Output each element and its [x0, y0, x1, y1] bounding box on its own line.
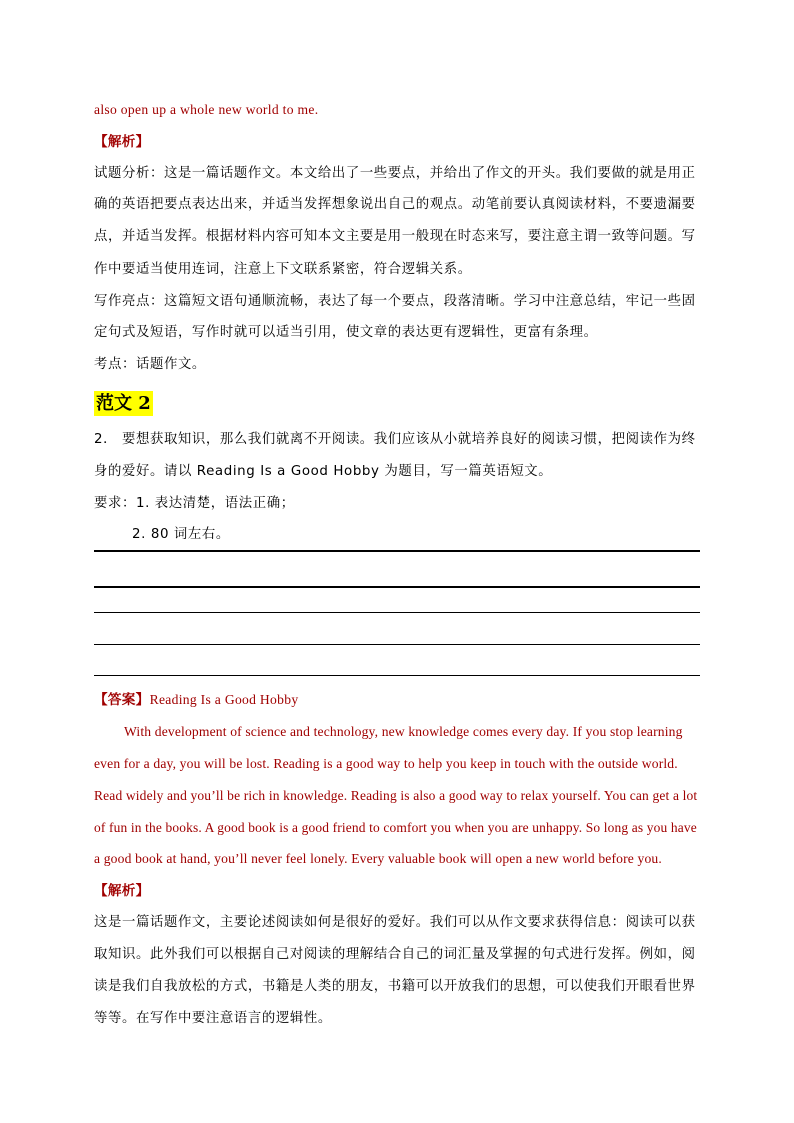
writing-line	[94, 612, 700, 613]
essay-line: a good book at hand, you’ll never feel lonely. Every valuable book will open a new world before you.	[94, 851, 662, 866]
answer-header	[94, 690, 700, 710]
section-heading: 范文 2	[96, 393, 151, 414]
analysis-line: 定句式及短语，写作时就可以适当引用，使文章的表达更有逻辑性，更富有条理。	[94, 325, 598, 340]
analysis-line: 确的英语把要点表达出来，并适当发挥想象说出自己的观点。动笔前要认真阅读材料，不要遗漏要	[94, 197, 696, 212]
analysis-line: 读是我们自我放松的方式，书籍是人类的朋友，书籍可以开放我们的思想，可以使我们开眼看世界	[94, 979, 696, 994]
answer-title: Reading Is a Good Hobby	[149, 692, 299, 707]
writing-line	[94, 550, 700, 552]
analysis-line: 作中要适当使用连词，注意上下文联系紧密，符合逻辑关系。	[94, 262, 472, 277]
question-line: 身的爱好。请以 Reading Is a Good Hobby 为题目，写一篇英语短文。	[94, 464, 553, 479]
analysis-label-1: 【解析】	[94, 134, 150, 150]
requirement-1: 要求：1. 表达清楚，语法正确；	[94, 496, 295, 511]
writing-line	[94, 586, 700, 588]
analysis-line: 取知识。此外我们可以根据自己对阅读的理解结合自己的词汇量及掌握的句式进行发挥。例如，阅	[94, 947, 696, 962]
writing-line	[94, 644, 700, 645]
exam-point: 考点：话题作文。	[94, 357, 206, 372]
answer-label: 【答案】	[94, 692, 150, 708]
analysis-line: 写作亮点：这篇短文语句通顺流畅，表达了每一个要点，段落清晰。学习中注意总结，牢记一些固	[94, 294, 696, 309]
essay-line: even for a day, you will be lost. Reading is a good way to help you keep in touch with the outside world.	[94, 756, 678, 771]
question-line: 2． 要想获取知识，那么我们就离不开阅读。我们应该从小就培养良好的阅读习惯，把阅读作为终	[94, 432, 696, 447]
analysis-line: 这是一篇话题作文，主要论述阅读如何是很好的爱好。我们可以从作文要求获得信息：阅读可以获	[94, 915, 696, 930]
previous-answer-ending: also open up a whole new world to me.	[94, 102, 319, 117]
essay-line: With development of science and technology, new knowledge comes every day. If you stop learning	[124, 724, 683, 739]
requirement-2: 2. 80 词左右。	[132, 527, 230, 542]
analysis-label-2: 【解析】	[94, 883, 150, 899]
analysis-line: 试题分析：这是一篇话题作文。本文给出了一些要点，并给出了作文的开头。我们要做的就是用正	[94, 166, 696, 181]
essay-line: Read widely and you’ll be rich in knowledge. Reading is also a good way to relax yourself. You can get a lot	[94, 788, 698, 803]
writing-line	[94, 675, 700, 676]
analysis-line: 点，并适当发挥。根据材料内容可知本文主要是用一般现在时态来写，要注意主谓一致等问题。写	[94, 229, 696, 244]
analysis-line: 等等。在写作中要注意语言的逻辑性。	[94, 1011, 332, 1026]
essay-line: of fun in the books. A good book is a good friend to comfort you when you are unhappy. So long as you have	[94, 820, 697, 835]
